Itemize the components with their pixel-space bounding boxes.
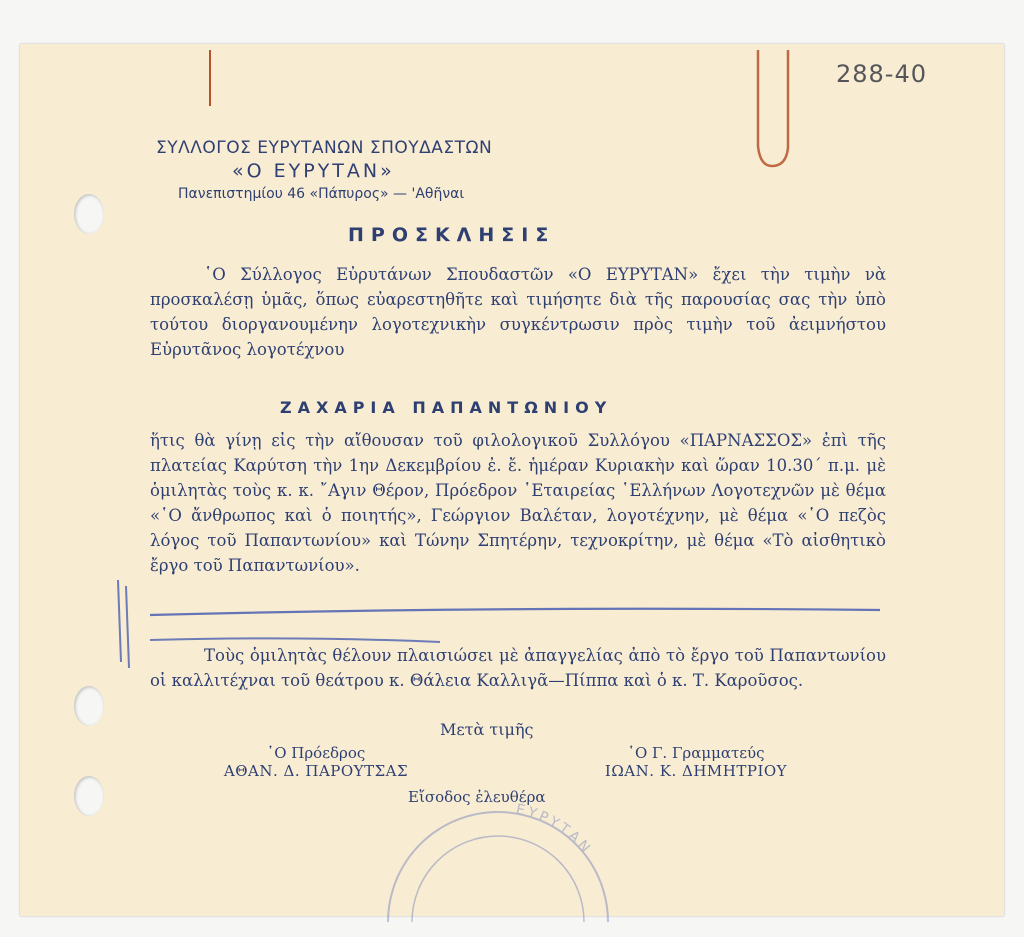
punch-hole (74, 686, 104, 726)
rust-stain (209, 50, 211, 106)
association-name: ΣΥΛΛΟΓΟΣ ΕΥΡΥΤΑΝΩΝ ΣΠΟΥΔΑΣΤΩΝ (156, 138, 493, 158)
document-title: ΠΡΟΣΚΛΗΣΙΣ (348, 224, 556, 246)
association-title: «Ο ΕΥΡΥΤΑΝ» (232, 160, 395, 182)
punch-hole (74, 194, 104, 234)
honoree-name: ΖΑΧΑΡΙΑ ΠΑΠΑΝΤΩΝΙΟΥ (280, 398, 613, 417)
signature-name: ΙΩΑΝ. Κ. ΔΗΜΗΤΡΙΟΥ (604, 762, 788, 780)
svg-text:ΕΥΡΥΤΑΝ (514, 801, 595, 858)
closing-phrase: Μετὰ τιμῆς (440, 720, 534, 739)
paragraph-details: ἥτις θὰ γίνῃ εἰς τὴν αἴθουσαν τοῦ φιλολογικοῦ Συλλόγου «ΠΑΡΝΑΣΣΟΣ» ἐπὶ τῆς πλατείας Καρύτση τὴν 1ην Δεκεμβρίου ἐ. ἔ. ἡμέραν Κυριακὴν καὶ ὥραν 10.30΄ π.μ. μὲ ὁμιλητὰς τοὺς κ. κ. ῎Αγιν Θέρον, Πρόεδρον ῾Εταιρείας ῾Ελλήνων Λογοτεχνῶν μὲ θέμα «῾Ο ἄνθρωπος καὶ ὁ ποιητής», Γεώργιον Βαλέταν, λογοτέχνην, μὲ θέμα «῾Ο πεζὸς λόγος τοῦ Παπαντωνίου» καὶ Τώνην Σπητέρην, τεχνοκρίτην, μὲ θέμα «Τὸ αἰσθητικὸ ἔργο τοῦ Παπαντωνίου». (150, 431, 886, 575)
paperclip-rust-mark (748, 44, 798, 174)
archive-number: 288-40 (836, 60, 928, 88)
faded-stamp (368, 772, 628, 922)
stamp-text: ΕΥΡΥΤΑΝ (514, 801, 595, 859)
signature-role: ῾Ο Γ. Γραμματεύς (627, 744, 765, 762)
punch-hole (74, 776, 104, 816)
signature-name: ΑΘΑΝ. Δ. ΠΑΡΟΥΤΣΑΣ (223, 762, 409, 780)
paragraph-performers: Τοὺς ὁμιλητὰς θέλουν πλαισιώσει μὲ ἀπαγγελίας ἀπὸ τὸ ἔργο τοῦ Παπαντωνίου οἱ καλλιτέχναι τοῦ θεάτρου κ. Θάλεια Καλλιγᾶ—Πίππα καὶ ὁ κ. Τ. Καροῦσος. (150, 646, 886, 690)
entry-note: Εἴσοδος ἐλευθέρα (408, 788, 546, 806)
signature-role: ῾Ο Πρόεδρος (266, 744, 366, 762)
association-address: Πανεπιστημίου 46 «Πάπυρος» — 'Αθῆναι (178, 186, 465, 202)
paragraph-invitation: ῾Ο Σύλλογος Εὐρυτάνων Σπουδαστῶν «Ο ΕΥΡΥΤΑΝ» ἔχει τὴν τιμὴν νὰ προσκαλέσῃ ὑμᾶς, ὅπως εὐαρεστηθῆτε καὶ τιμήσητε διὰ τῆς παρουσίας σας τὴν ὑπὸ τούτου διοργανουμένην λογοτεχνικὴν συγκέντρωσιν πρὸς τιμὴν τοῦ ἀειμνήστου Εὐρυτᾶνος λογοτέχνου (150, 265, 886, 359)
